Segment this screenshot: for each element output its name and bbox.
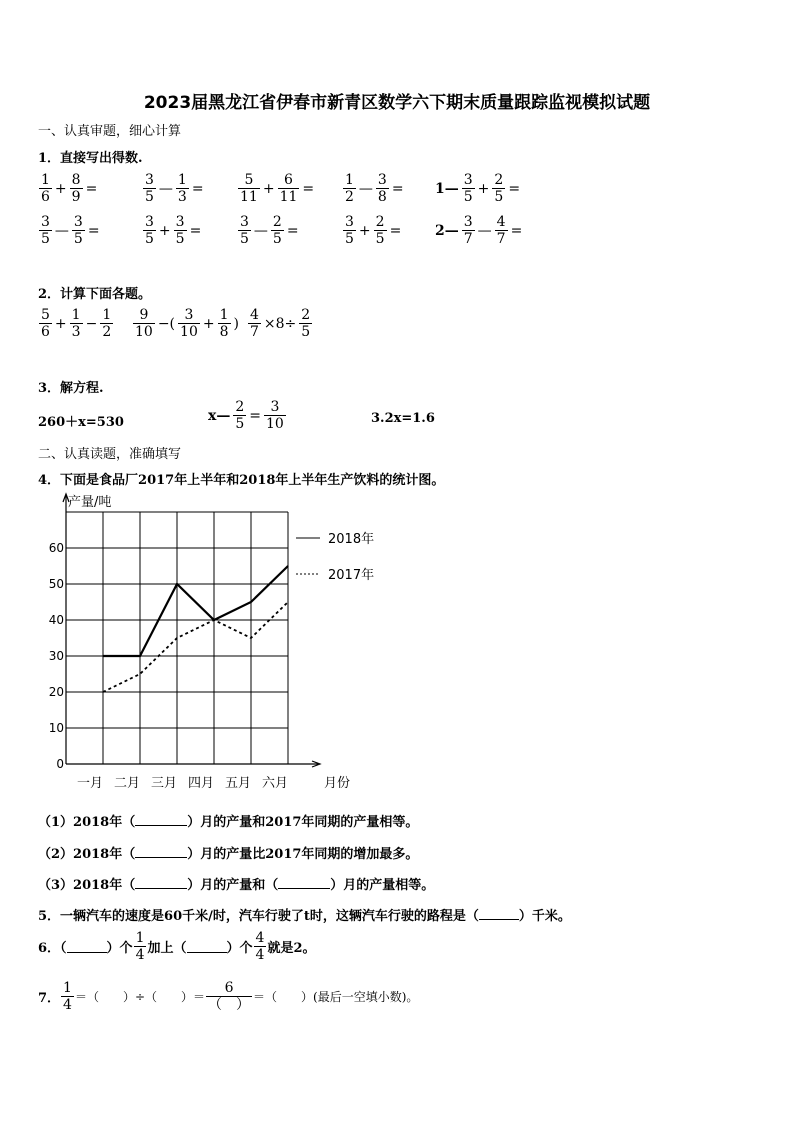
answer-blank[interactable]: [278, 876, 330, 889]
denominator: 4: [255, 947, 265, 963]
operator: +: [262, 180, 275, 197]
operator: −: [85, 315, 98, 332]
answer-blank[interactable]: [67, 940, 107, 953]
numerator: 4: [255, 930, 265, 946]
denominator: 4: [63, 997, 72, 1013]
numerator: 6: [284, 172, 293, 188]
y-tick-label: 50: [48, 577, 64, 591]
q4-sub-3-post: ）月的产量相等。: [330, 878, 435, 893]
q4-sub-3-pre: （3）2018年（: [38, 878, 136, 893]
answer-blank[interactable]: [479, 907, 519, 920]
x-tick-label: 五月: [224, 776, 252, 791]
fraction: [495, 214, 508, 247]
data-point: [102, 691, 103, 692]
fraction: [218, 307, 231, 340]
fraction: [248, 307, 261, 340]
y-tick-label: 0: [56, 757, 64, 771]
denominator: 5: [345, 231, 354, 247]
q6-mid2: 加上（: [147, 941, 187, 956]
data-point: [287, 565, 288, 566]
x-tick-label: 六月: [261, 776, 289, 791]
denominator: 7: [463, 231, 473, 247]
data-point: [139, 673, 140, 674]
arithmetic-item: [142, 172, 205, 205]
fraction: [72, 214, 85, 247]
x-tick-label: 四月: [187, 776, 215, 791]
fraction: [254, 930, 267, 963]
leading-term: 2—: [435, 222, 459, 239]
data-point: [176, 637, 177, 638]
denominator: 8: [377, 189, 387, 205]
equation-3: 3.2x=1.6: [371, 411, 435, 426]
fraction: [70, 307, 83, 340]
numerator: 3: [41, 214, 50, 230]
numerator: 1: [102, 307, 112, 323]
denominator: 7: [496, 231, 506, 247]
data-point: [102, 655, 103, 656]
y-tick-label: 20: [48, 685, 64, 699]
data-point: [250, 601, 251, 602]
numerator: 3: [463, 172, 473, 188]
denominator: 5: [235, 416, 245, 432]
numerator: 8: [71, 172, 81, 188]
fraction: [70, 172, 83, 205]
denominator: 9: [71, 189, 81, 205]
fraction: [174, 214, 187, 247]
q6-post: 就是2。: [267, 941, 316, 956]
question-5: [38, 905, 571, 924]
y-tick-label: 60: [48, 541, 64, 555]
q5-post: ）千米。: [518, 909, 571, 924]
denominator: 5: [73, 231, 83, 247]
fraction: [374, 214, 387, 247]
numerator: 2: [235, 399, 245, 415]
operator: ×8÷: [263, 315, 297, 332]
fraction: [143, 172, 156, 205]
fraction: [61, 980, 74, 1013]
numerator: 2: [494, 172, 504, 188]
arithmetic-item: [38, 172, 98, 205]
fraction: [278, 172, 300, 205]
y-tick-label: 10: [48, 721, 64, 735]
equals-sign: =: [191, 180, 204, 197]
arithmetic-item: [142, 214, 202, 247]
numerator: 6: [224, 980, 234, 996]
arithmetic-item: [342, 172, 405, 205]
denominator: 4: [135, 947, 145, 963]
fraction: [134, 930, 147, 963]
operator: +: [477, 180, 490, 197]
arithmetic-item: [434, 214, 523, 247]
expression-2: [132, 307, 240, 340]
denominator: 5: [463, 189, 473, 205]
fraction: [462, 214, 475, 247]
data-point: [213, 619, 214, 620]
x-axis-label: 月份: [323, 776, 351, 791]
denominator: 5: [175, 231, 185, 247]
numerator: 1: [41, 172, 50, 188]
equals-sign: =: [286, 222, 299, 239]
operator: —: [358, 180, 373, 197]
legend-label: 2018年: [328, 532, 375, 547]
data-point: [287, 601, 288, 602]
q6-mid3: ）个: [226, 941, 253, 956]
section-heading-1: 一、认真审题，细心计算: [38, 124, 182, 139]
fraction: [376, 172, 389, 205]
fraction: [238, 172, 260, 205]
q6-mid1: ）个: [106, 941, 133, 956]
numerator: 5: [41, 307, 50, 323]
operator: +: [358, 222, 371, 239]
fraction: [39, 214, 52, 247]
equals-sign: =: [87, 222, 100, 239]
operator: +: [54, 180, 67, 197]
operator: —: [477, 222, 492, 239]
data-point: [139, 655, 140, 656]
q5-pre: 5．一辆汽车的速度是60千米/时，汽车行驶了t时，这辆汽车行驶的路程是（: [38, 909, 479, 924]
numerator: 4: [496, 214, 506, 230]
fraction: [264, 399, 286, 432]
numerator: 2: [272, 214, 282, 230]
operator: +: [54, 315, 67, 332]
denominator: 2: [102, 324, 112, 340]
x-tick-label: 二月: [113, 776, 141, 791]
q4-sub-2-pre: （2）2018年（: [38, 847, 136, 862]
equals-sign: =: [508, 180, 521, 197]
numerator: 3: [377, 172, 387, 188]
denominator: 5: [145, 231, 154, 247]
denominator: 3: [71, 324, 81, 340]
operator: −(: [157, 315, 176, 332]
fraction: [462, 172, 475, 205]
denominator: 5: [41, 231, 50, 247]
q4-sub-2: [38, 843, 418, 862]
leading-term: x—: [208, 407, 231, 424]
q4-sub-2-post: ）月的产量比2017年同期的增加最多。: [187, 847, 419, 862]
expression-3: [247, 307, 313, 340]
numerator: 3: [345, 214, 354, 230]
numerator: 5: [244, 172, 254, 188]
numerator: 1: [63, 980, 72, 996]
answer-blank[interactable]: [135, 813, 187, 826]
operator: ): [233, 315, 239, 332]
expression-1: [38, 307, 114, 340]
equals-sign: =: [389, 222, 402, 239]
answer-blank[interactable]: [135, 876, 187, 889]
numerator: 1: [219, 307, 229, 323]
arithmetic-item: [237, 172, 315, 205]
numerator: 3: [184, 307, 194, 323]
denominator: 5: [301, 324, 311, 340]
y-tick-label: 30: [48, 649, 64, 663]
page-title: 2023届黑龙江省伊春市新青区数学六下期末质量跟踪监视模拟试题: [143, 93, 651, 113]
q4-sub-3: [38, 874, 434, 893]
data-point: [250, 637, 251, 638]
fraction: [233, 399, 246, 432]
fraction: [143, 214, 156, 247]
denominator: 5: [240, 231, 249, 247]
q4-sub-1-post: ）月的产量和2017年同期的产量相等。: [187, 815, 419, 830]
fraction: [206, 980, 252, 1013]
operator: +: [202, 315, 215, 332]
operator: +: [158, 222, 171, 239]
question-2-label: 2．计算下面各题。: [38, 287, 152, 302]
denominator: 11: [279, 189, 298, 205]
numerator: 3: [240, 214, 249, 230]
equals-sign: =: [302, 180, 315, 197]
q4-sub-3-mid: ）月的产量和（: [187, 878, 279, 893]
question-1-label: 1．直接写出得数.: [38, 151, 143, 166]
equals-sign: =: [249, 407, 262, 424]
fraction: [299, 307, 312, 340]
fraction: [492, 172, 505, 205]
operator: —: [54, 222, 69, 239]
numerator: 3: [175, 214, 185, 230]
fraction: [100, 307, 113, 340]
series-line-2018年: [103, 566, 288, 656]
numerator: 3: [145, 214, 154, 230]
numerator: 3: [73, 214, 83, 230]
equals-sign: =: [85, 180, 98, 197]
equals-sign: =: [510, 222, 523, 239]
numerator: 2: [301, 307, 311, 323]
denominator: 7: [250, 324, 259, 340]
fraction: [343, 172, 356, 205]
equals-sign: =: [189, 222, 202, 239]
fraction: [343, 214, 356, 247]
operator: —: [158, 180, 173, 197]
denominator: 6: [41, 324, 50, 340]
numerator: 1: [135, 930, 145, 946]
x-tick-label: 一月: [76, 776, 104, 791]
numerator: 3: [463, 214, 473, 230]
denominator: 5: [375, 231, 385, 247]
q7-part1: ＝（ ）÷（ ）＝: [74, 990, 206, 1004]
arithmetic-item: [237, 214, 300, 247]
numerator: 2: [375, 214, 385, 230]
q4-sub-1: [38, 811, 418, 830]
operator: —: [253, 222, 268, 239]
question-6: [38, 930, 315, 963]
denominator: 2: [345, 189, 354, 205]
q7-lead: 7．: [38, 991, 61, 1006]
question-4-label: 4．下面是食品厂2017年上半年和2018年上半年生产饮料的统计图。: [38, 473, 445, 488]
y-axis-label: 产量/吨: [68, 495, 112, 510]
numerator: 1: [345, 172, 354, 188]
question-3-label: 3．解方程.: [38, 381, 104, 396]
denominator: 3: [177, 189, 187, 205]
denominator: 11: [240, 189, 258, 205]
numerator: 3: [145, 172, 154, 188]
numerator: 1: [177, 172, 187, 188]
numerator: 9: [139, 307, 149, 323]
answer-blank[interactable]: [135, 845, 187, 858]
data-point: [176, 583, 177, 584]
denominator: 10: [135, 324, 153, 340]
x-tick-label: 三月: [150, 776, 178, 791]
denominator: 8: [219, 324, 229, 340]
fraction: [176, 172, 189, 205]
arithmetic-item: [342, 214, 402, 247]
section-heading-2: 二、认真读题，准确填写: [38, 447, 182, 462]
question-7: [38, 980, 418, 1013]
numerator: 1: [71, 307, 81, 323]
denominator: 5: [145, 189, 154, 205]
fraction: [39, 307, 52, 340]
denominator: 10: [266, 416, 284, 432]
q4-sub-1-pre: （1）2018年（: [38, 815, 136, 830]
denominator: 6: [41, 189, 50, 205]
q6-pre: 6．（: [38, 941, 67, 956]
legend-label: 2017年: [328, 568, 375, 583]
denominator: （ ）: [208, 997, 251, 1013]
denominator: 5: [494, 189, 504, 205]
fraction: [133, 307, 155, 340]
arithmetic-item: [434, 172, 521, 205]
q7-part2: ＝（ ）(最后一空填小数)。: [253, 990, 419, 1004]
answer-blank[interactable]: [187, 940, 227, 953]
denominator: 10: [180, 324, 198, 340]
denominator: 5: [272, 231, 282, 247]
line-chart: [30, 488, 380, 806]
y-tick-label: 40: [48, 613, 64, 627]
leading-term: 1—: [435, 180, 459, 197]
equation-1: 260＋x=530: [38, 415, 124, 430]
fraction: [39, 172, 52, 205]
arithmetic-item: [38, 214, 101, 247]
fraction: [271, 214, 284, 247]
numerator: 4: [250, 307, 259, 323]
equation-2-expr: [207, 399, 287, 432]
series-line-2017年: [103, 602, 288, 692]
equals-sign: =: [391, 180, 404, 197]
fraction: [238, 214, 251, 247]
numerator: 3: [270, 399, 280, 415]
fraction: [178, 307, 200, 340]
